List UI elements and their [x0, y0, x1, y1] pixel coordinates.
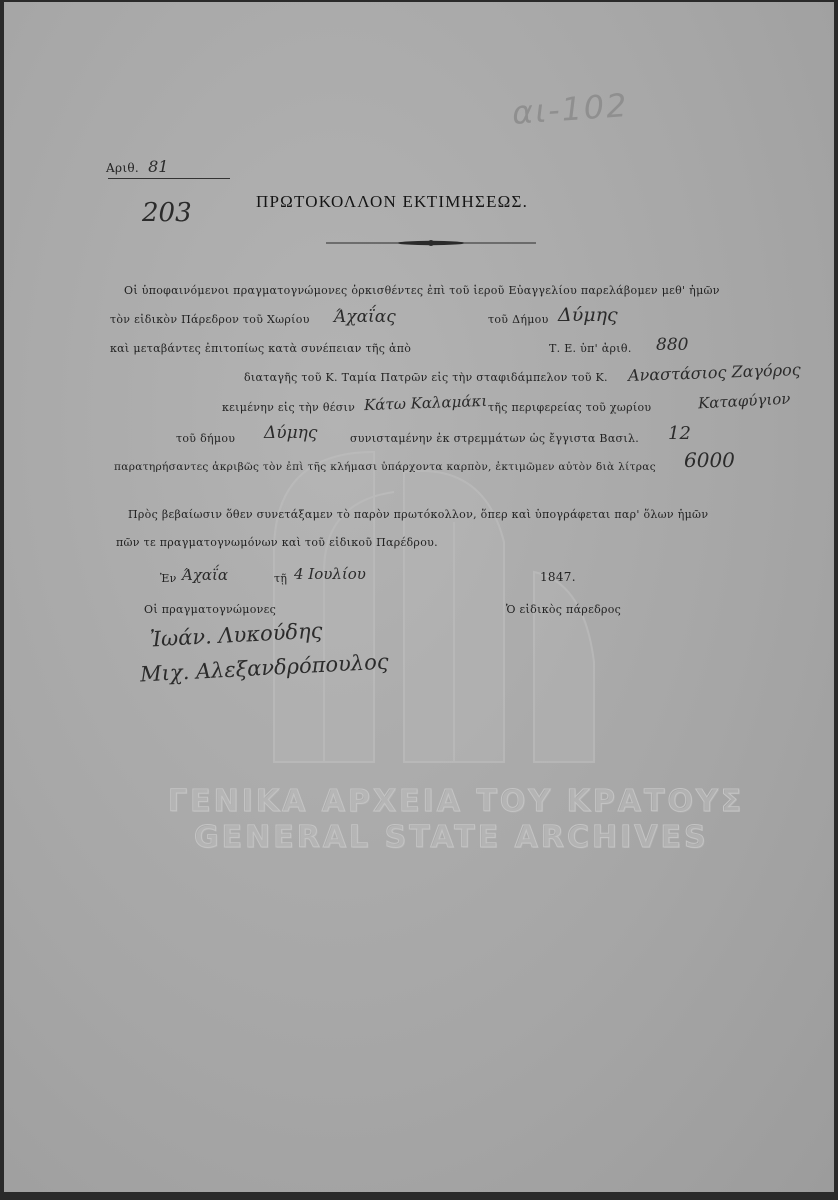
hand-owner: Αναστάσιος Ζαγόρος [627, 359, 801, 386]
experts-label: Οἱ πραγματογνώμονες [144, 603, 277, 616]
body-line-9: πῶν τε πραγματογνωμόνων καὶ τοῦ εἰδικοῦ Παρέδρου. [116, 536, 438, 549]
body-line-5b: τῆς περιφερείας τοῦ χωρίου [488, 401, 652, 414]
body-line-4a: διαταγῆς τοῦ Κ. Ταμία Πατρῶν εἰς τὴν σταφιδάμπελον τοῦ Κ. [244, 371, 608, 384]
watermark-greek: ΓΕΝΙΚΑ ΑΡΧΕΙΑ ΤΟΥ ΚΡΑΤΟΥΣ [168, 784, 745, 819]
body-line-6b: συνισταμένην ἐκ στρεμμάτων ὡς ἔγγιστα Βασιλ. [350, 432, 640, 445]
body-line-3a: καὶ μεταβάντες ἐπιτοπίως κατὰ συνέπειαν τῆς ἀπὸ [110, 342, 412, 355]
arith-value: 81 [148, 157, 169, 176]
page-title: ΠΡΩΤΟΚΟΛΛΟΝ ΕΚΤΙΜΗΣΕΩΣ. [256, 192, 529, 211]
date-year: 1847. [540, 570, 576, 584]
body-line-1: Οἱ ὑποφαινόμενοι πραγματογνώμονες ὁρκισθέντες ἐπὶ τοῦ ἱεροῦ Εὐαγγελίου παρελάβομεν μεθ' ἡμῶν [124, 284, 720, 297]
title-ornament [326, 236, 536, 250]
body-line-7a: παρατηρήσαντες ἀκριβῶς τὸν ἐπὶ τῆς κλήμασι ὑπάρχοντα καρπὸν, ἐκτιμῶμεν αὐτὸν διὰ λίτρας [114, 461, 656, 473]
archive-mark: αι-102 [510, 85, 630, 133]
arith-block [106, 157, 168, 176]
body-line-2a: τὸν εἰδικὸν Πάρεδρον τοῦ Χωρίου [110, 313, 310, 326]
body-line-3b: Τ. Ε. ὑπ' ἀριθ. [549, 342, 632, 355]
hand-demos-1: Δύμης [558, 304, 618, 326]
arith-label: Αριθ. [106, 161, 139, 175]
body-line-2b: τοῦ Δήμου [488, 313, 549, 326]
date-te-label: τῇ [274, 572, 288, 585]
date-en-hand: Άχαΐα [182, 566, 229, 584]
hand-village-2: Καταφύγιον [697, 389, 791, 413]
document-page [4, 2, 834, 1192]
body-line-6a: τοῦ δήμου [176, 432, 236, 445]
date-te-hand: 4 Ιουλίου [294, 565, 366, 583]
date-en-label: Ἐν [160, 572, 177, 585]
hand-village-1: Άχαΐας [334, 307, 396, 327]
doc-number: 203 [142, 198, 192, 228]
signature-1: Ἰωάν. Λυκούδης [149, 618, 323, 652]
signature-2: Μιχ. Αλεξανδρόπουλος [139, 649, 390, 687]
hand-stremmata: 12 [668, 423, 691, 444]
hand-demos-2: Δύμης [264, 423, 318, 443]
hand-place: Κάτω Καλαμάκι [363, 391, 488, 415]
watermark-english: GENERAL STATE ARCHIVES [194, 820, 709, 855]
hand-order-number: 880 [656, 335, 689, 355]
assessor-label: Ὁ εἰδικὸς πάρεδρος [506, 603, 622, 616]
body-line-8: Πρὸς βεβαίωσιν ὅθεν συνετάξαμεν τὸ παρὸν πρωτόκολλον, ὅπερ καὶ ὑπογράφεται παρ' ὅλων ἡμῶν [128, 508, 709, 521]
arith-underline [108, 178, 230, 179]
body-line-5a: κειμένην εἰς τὴν θέσιν [222, 401, 356, 414]
hand-litres: 6000 [684, 448, 735, 472]
